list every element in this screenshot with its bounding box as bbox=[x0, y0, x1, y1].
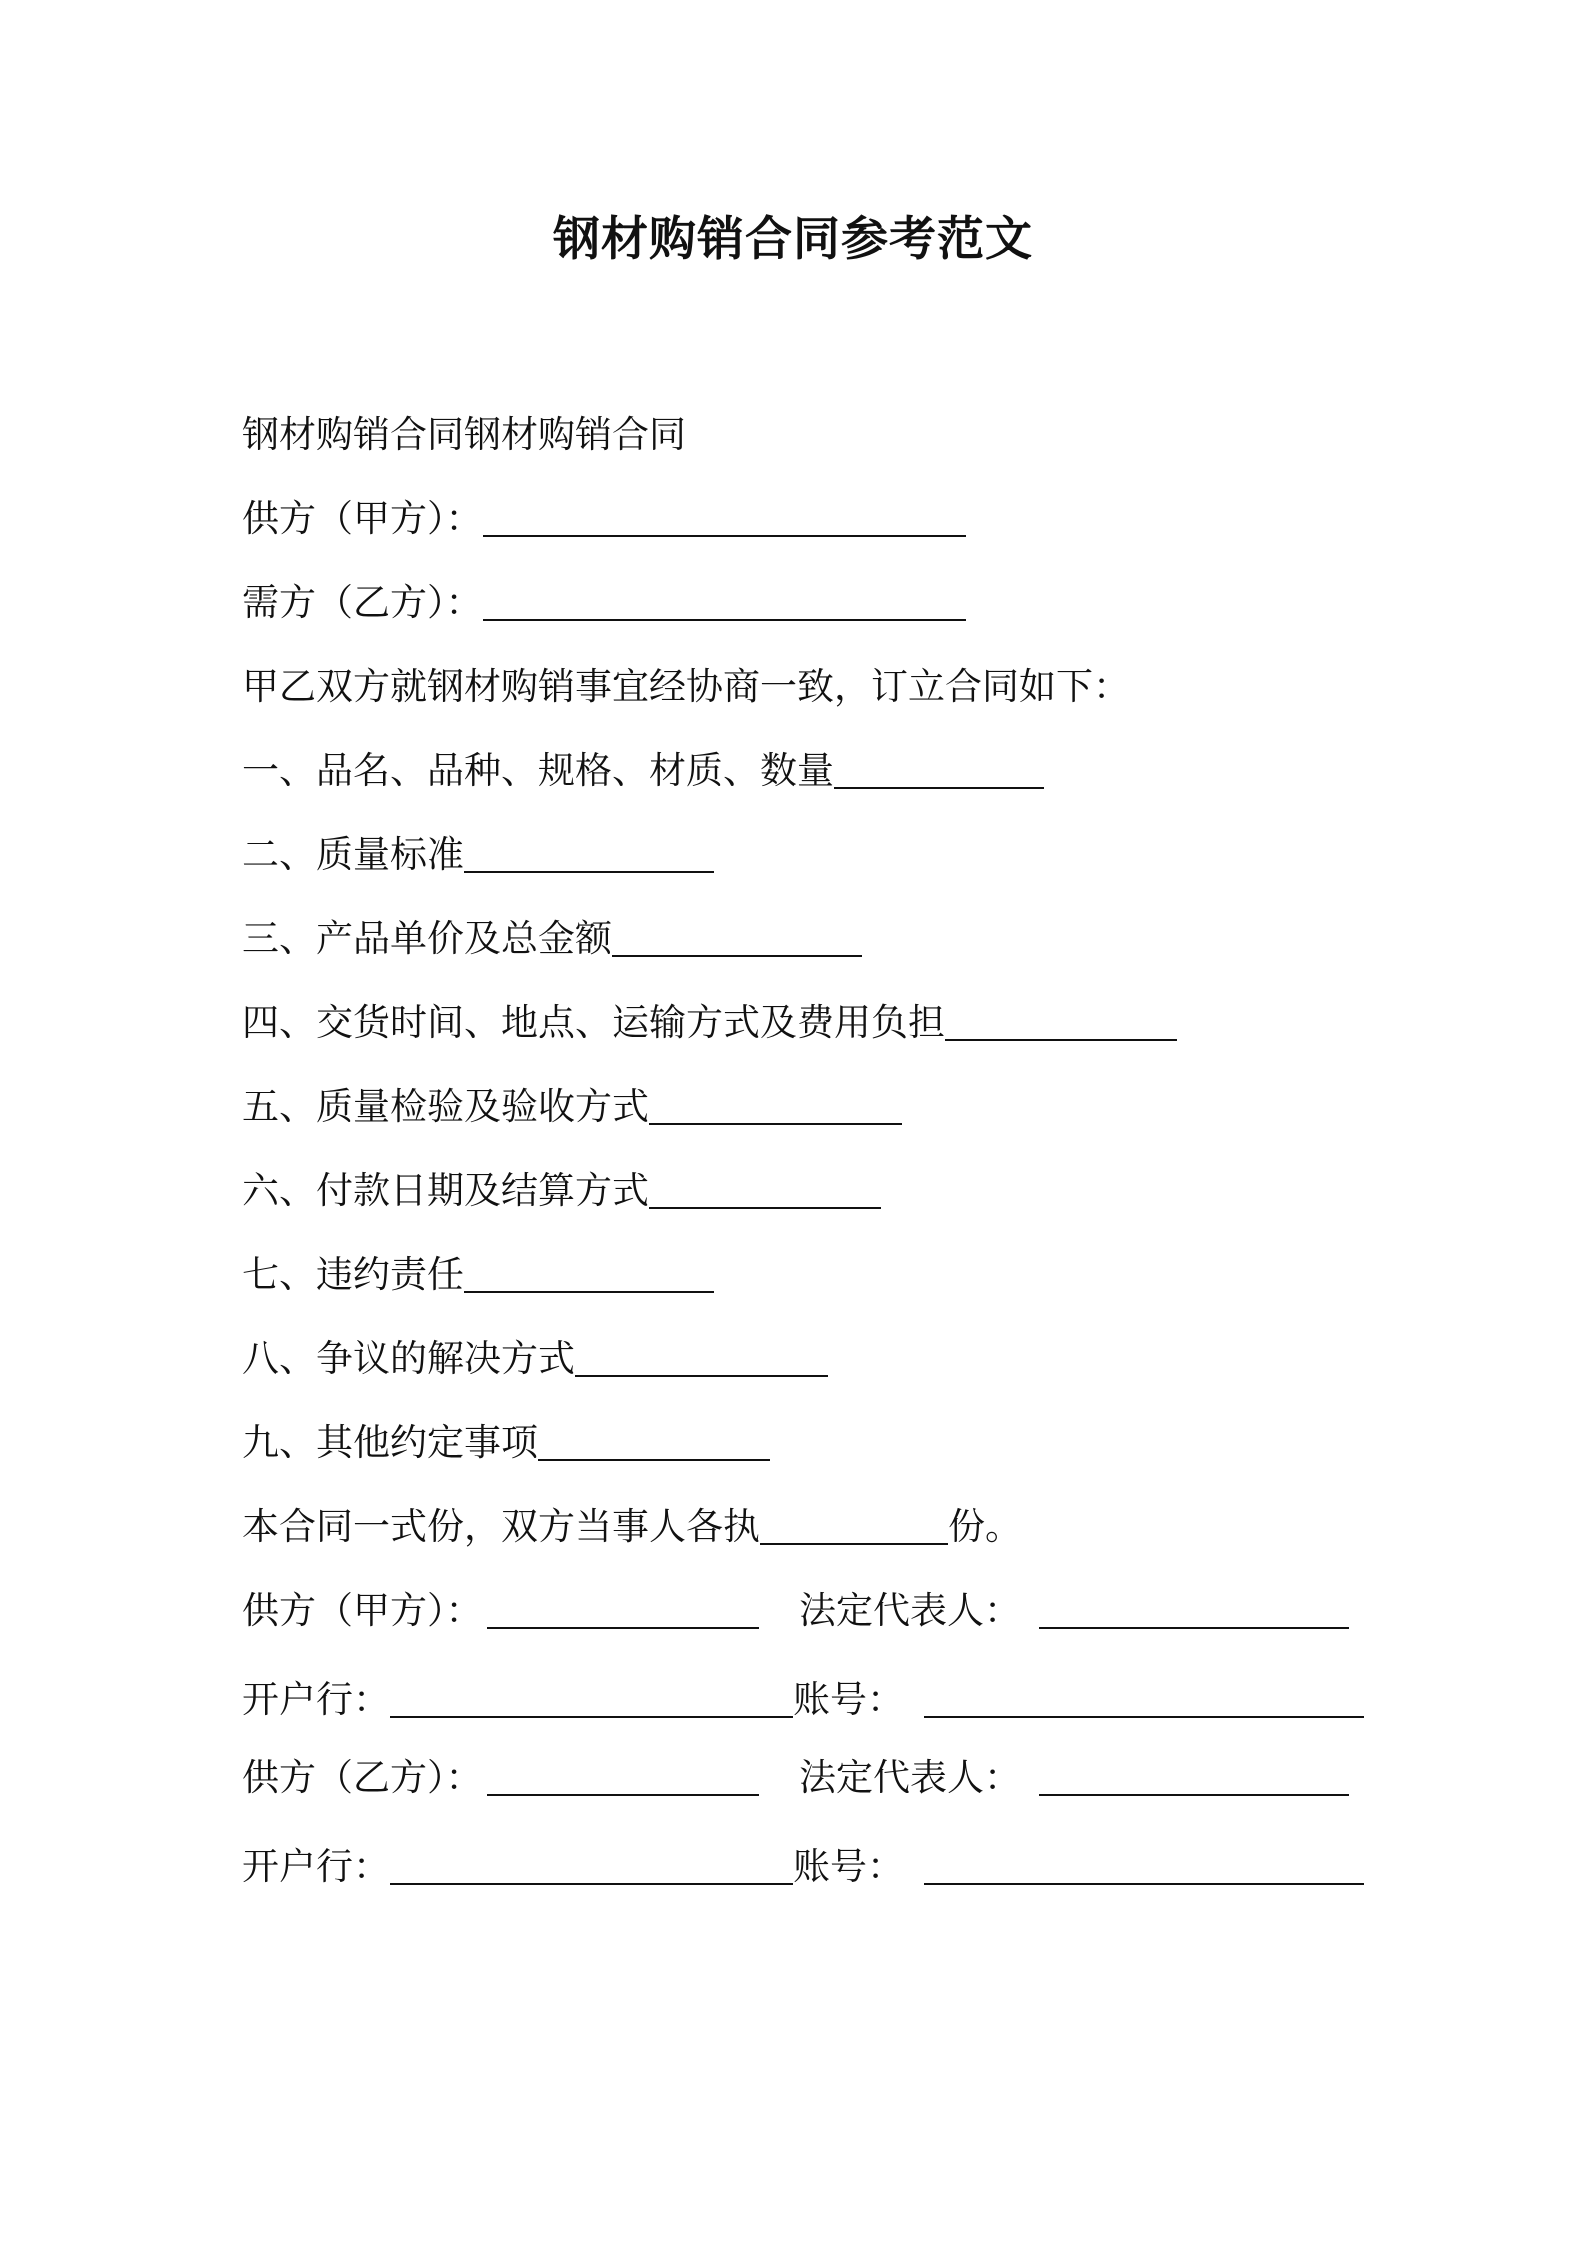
clause-6 bbox=[242, 1166, 881, 1216]
party-a-label: 供方（甲方）： bbox=[242, 1589, 483, 1632]
clause-8 bbox=[242, 1334, 828, 1384]
legal-rep-blank[interactable] bbox=[1039, 1597, 1349, 1629]
clause-label: 一、品名、品种、规格、材质、数量 bbox=[242, 749, 834, 792]
copies-blank[interactable] bbox=[760, 1513, 948, 1545]
party-b-blank[interactable] bbox=[487, 1764, 759, 1796]
clause-blank[interactable] bbox=[649, 1093, 902, 1125]
account-label: 账号： bbox=[793, 1845, 904, 1888]
clause-label: 二、质量标准 bbox=[242, 833, 464, 876]
clause-label: 三、产品单价及总金额 bbox=[242, 917, 612, 960]
clause-blank[interactable] bbox=[464, 841, 714, 873]
bank-blank[interactable] bbox=[390, 1853, 793, 1885]
copies-line bbox=[242, 1502, 1022, 1552]
legal-rep-label: 法定代表人： bbox=[799, 1756, 1021, 1799]
supplier-label: 供方（甲方）： bbox=[242, 497, 483, 540]
bank-blank[interactable] bbox=[390, 1686, 793, 1718]
document-title: 钢材购销合同参考范文 bbox=[553, 212, 1033, 267]
clause-blank[interactable] bbox=[575, 1345, 828, 1377]
copies-suffix: 份。 bbox=[948, 1505, 1022, 1548]
clause-7 bbox=[242, 1250, 714, 1300]
clause-label: 八、争议的解决方式 bbox=[242, 1337, 575, 1380]
clause-label: 四、交货时间、地点、运输方式及费用负担 bbox=[242, 1001, 945, 1044]
buyer-line bbox=[242, 578, 966, 628]
supplier-blank[interactable] bbox=[483, 505, 966, 537]
clause-1 bbox=[242, 746, 1044, 796]
intro-text: 甲乙双方就钢材购销事宜经协商一致，订立合同如下： bbox=[242, 665, 1130, 708]
legal-rep-blank[interactable] bbox=[1039, 1764, 1349, 1796]
clause-blank[interactable] bbox=[464, 1261, 714, 1293]
clause-4 bbox=[242, 998, 1177, 1048]
clause-5 bbox=[242, 1082, 902, 1132]
clause-3 bbox=[242, 914, 862, 964]
bank-label: 开户行： bbox=[242, 1678, 390, 1721]
clause-label: 九、其他约定事项 bbox=[242, 1421, 538, 1464]
buyer-label: 需方（乙方）： bbox=[242, 581, 483, 624]
clause-blank[interactable] bbox=[538, 1429, 770, 1461]
clause-blank[interactable] bbox=[834, 757, 1044, 789]
clause-9 bbox=[242, 1418, 770, 1468]
intro-line bbox=[242, 662, 1130, 712]
account-blank[interactable] bbox=[924, 1686, 1364, 1718]
subtitle-text: 钢材购销合同钢材购销合同 bbox=[242, 413, 686, 456]
party-b-signature-line bbox=[242, 1753, 1349, 1803]
account-label: 账号： bbox=[793, 1678, 904, 1721]
account-blank[interactable] bbox=[924, 1853, 1364, 1885]
buyer-blank[interactable] bbox=[483, 589, 966, 621]
clause-blank[interactable] bbox=[945, 1009, 1177, 1041]
party-b-label: 供方（乙方）： bbox=[242, 1756, 483, 1799]
clause-label: 六、付款日期及结算方式 bbox=[242, 1169, 649, 1212]
party-a-bank-line bbox=[242, 1675, 1364, 1725]
document-subtitle bbox=[242, 410, 686, 460]
copies-prefix: 本合同一式份，双方当事人各执 bbox=[242, 1505, 760, 1548]
legal-rep-label: 法定代表人： bbox=[799, 1589, 1021, 1632]
clause-blank[interactable] bbox=[612, 925, 862, 957]
clause-2 bbox=[242, 830, 714, 880]
bank-label: 开户行： bbox=[242, 1845, 390, 1888]
party-a-signature-line bbox=[242, 1586, 1349, 1636]
clause-label: 五、质量检验及验收方式 bbox=[242, 1085, 649, 1128]
clause-label: 七、违约责任 bbox=[242, 1253, 464, 1296]
party-b-bank-line bbox=[242, 1842, 1364, 1892]
supplier-line bbox=[242, 494, 966, 544]
party-a-blank[interactable] bbox=[487, 1597, 759, 1629]
clause-blank[interactable] bbox=[649, 1177, 881, 1209]
